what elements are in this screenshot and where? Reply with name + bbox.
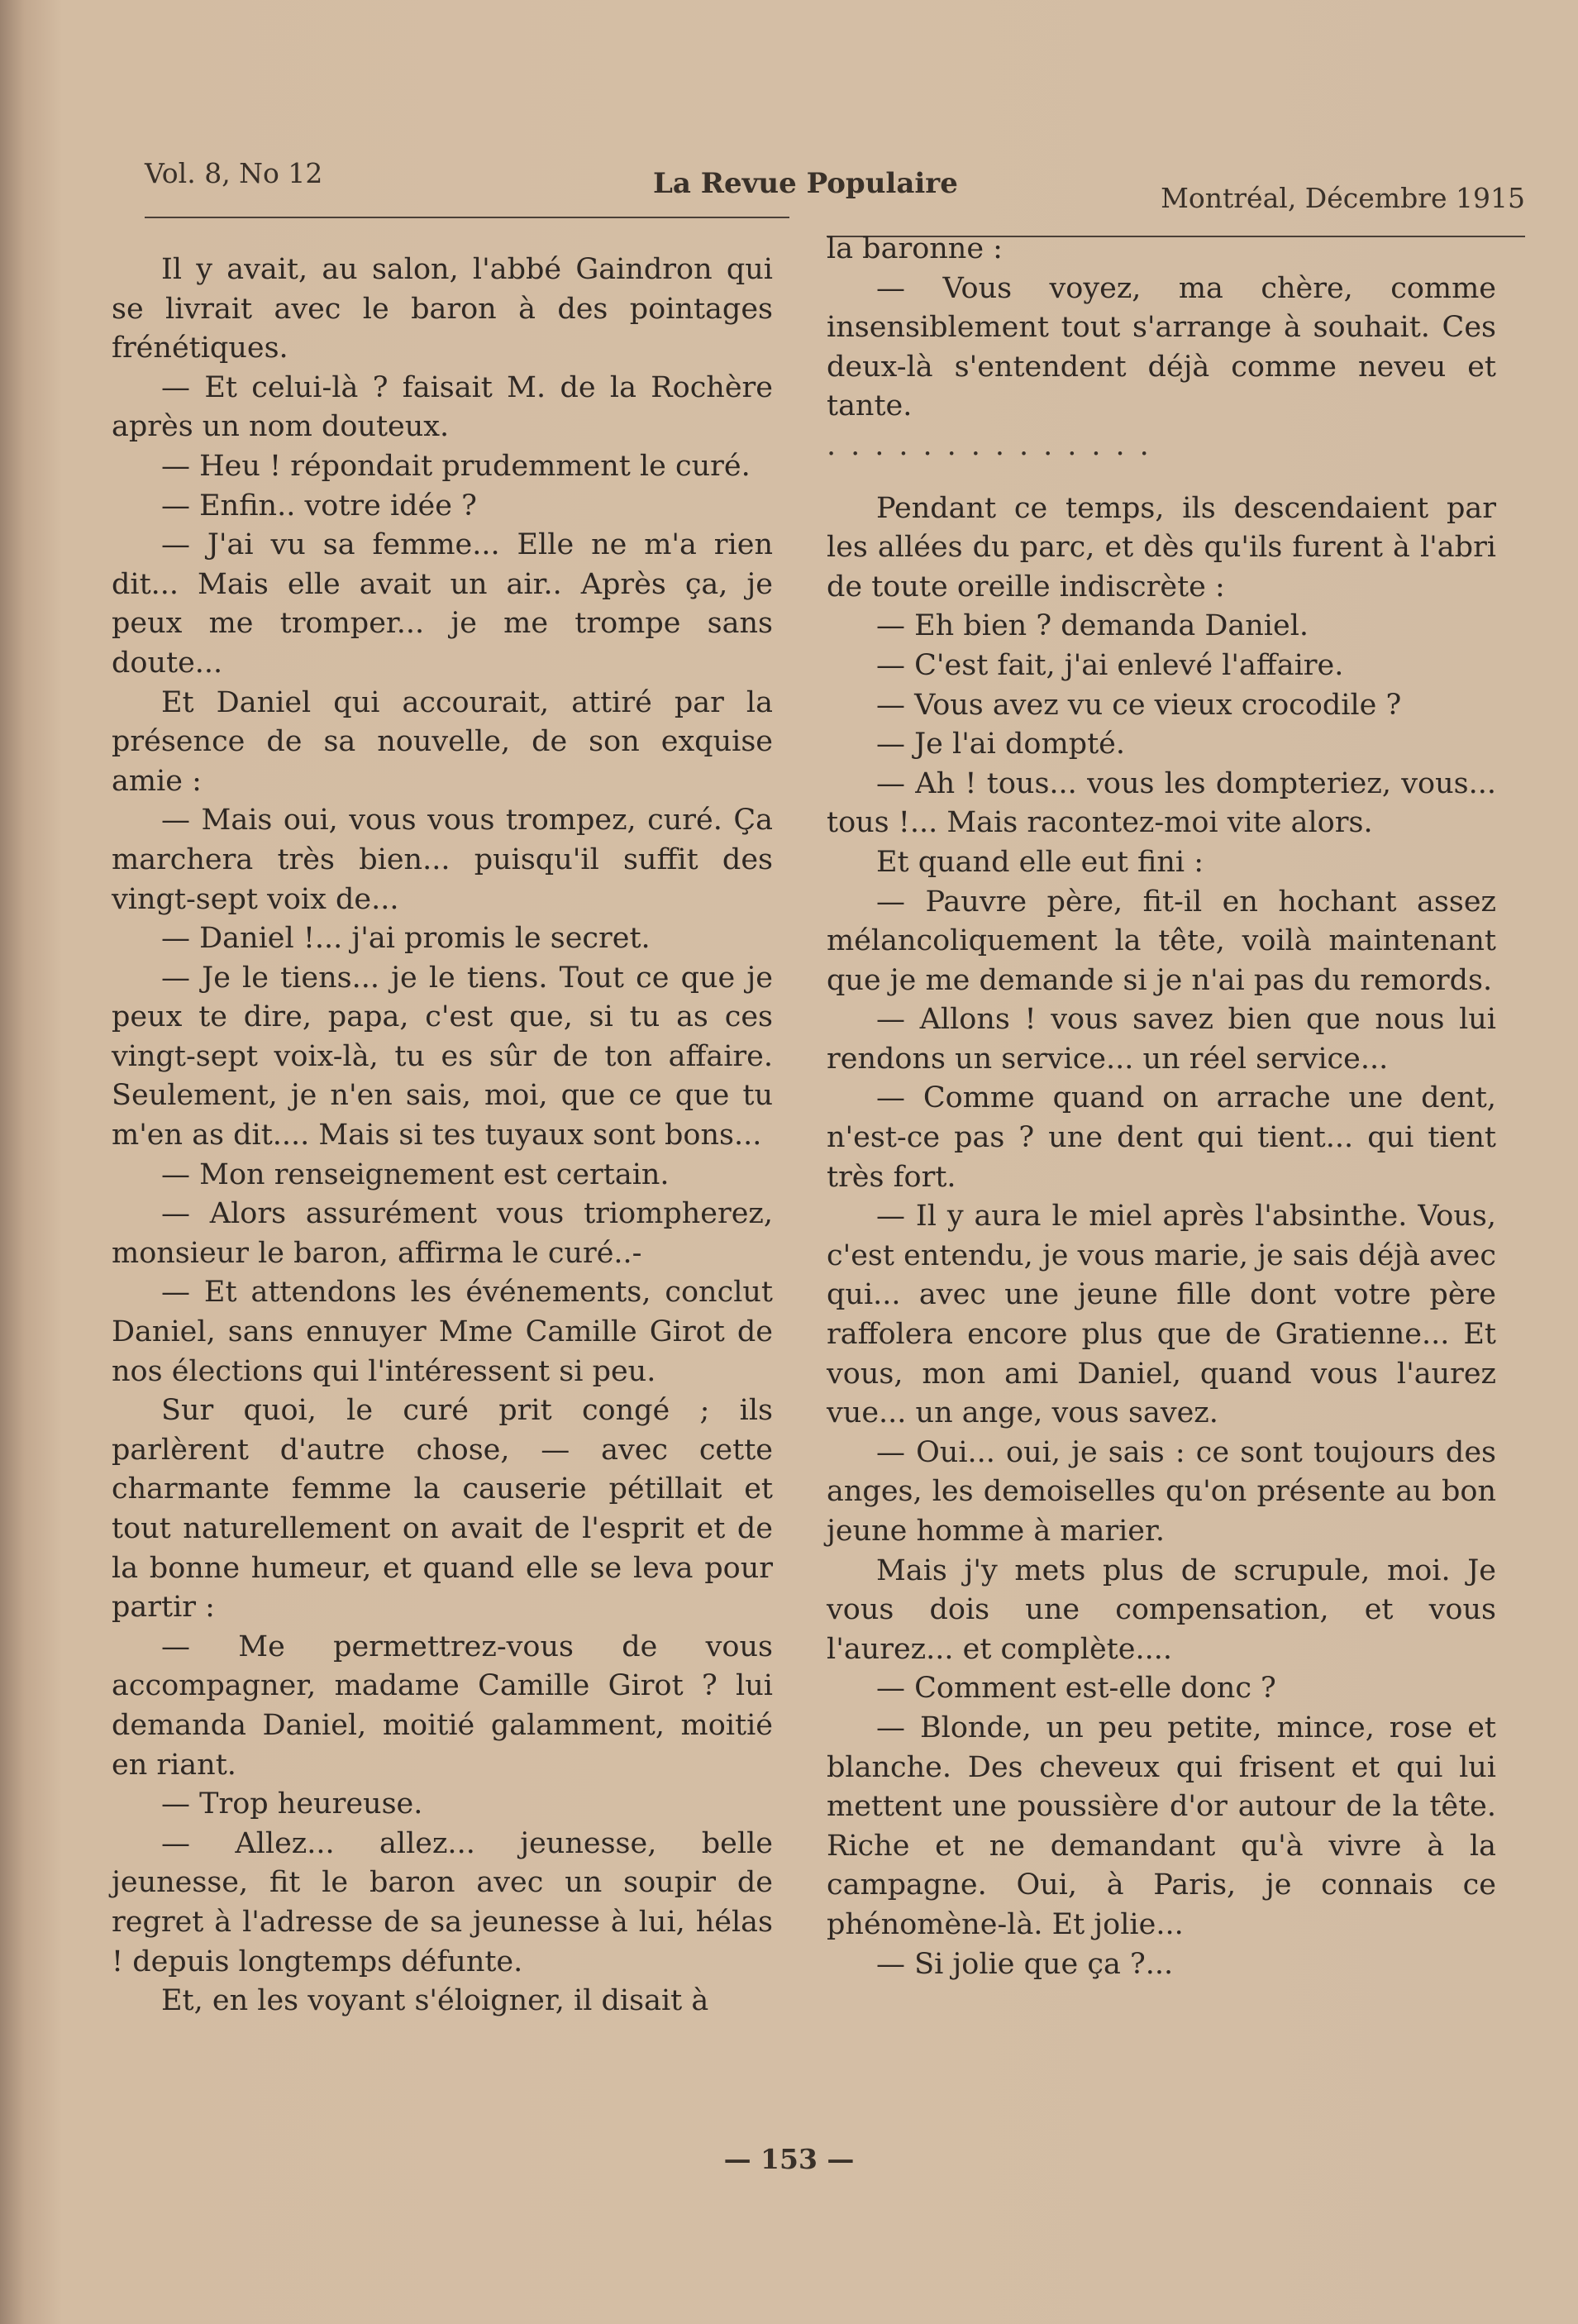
paragraph: — Allez... allez... jeunesse, belle jeunesse, fit le baron avec un soupir de regret à l'adresse de sa jeunesse à lui, hélas ! depuis longtemps défunte. — [112, 1826, 773, 1978]
paragraph: Sur quoi, le curé prit congé ; ils parlèrent d'autre chose, — avec cette charmante femme la causerie pétillait et tout naturellement on avait de l'esprit et de la bonne humeur, et quand elle se leva pour partir : — [112, 1394, 773, 1625]
left-column — [112, 251, 773, 2021]
paragraph: — Heu ! répondait prudemment le curé. — [161, 449, 751, 483]
paragraph: Et, en les voyant s'éloigner, il disait à — [161, 1984, 709, 2018]
paragraph: — Et celui-là ? faisait M. de la Rochère après un nom douteux. — [112, 370, 773, 444]
paragraph: la baronne : — [827, 232, 1003, 265]
section-break-dots: .............. — [827, 428, 1164, 462]
paragraph: — Blonde, un peu petite, mince, rose et blanche. Des cheveux qui frisent et qui lui mettent une poussière d'or autour de la tête. Riche et ne demandant qu'à vivre à la campagne. Oui, à Paris, je connais ce phénomène-là. Et jolie... — [827, 1711, 1496, 1941]
paragraph: — Il y aura le miel après l'absinthe. Vous, c'est entendu, je vous marie, je sais déjà avec qui... avec une jeune fille dont votre père raffolera encore plus que de Gratienne... Et vous, mon ami Daniel, quand vous l'aurez vue... un ange, vous savez. — [827, 1200, 1496, 1430]
paragraph: Et quand elle eut fini : — [876, 845, 1204, 879]
paragraph: — Mon renseignement est certain. — [161, 1157, 670, 1191]
paragraph: — Allons ! vous savez bien que nous lui rendons un service... un réel service... — [827, 1003, 1496, 1076]
paragraph: — Daniel !... j'ai promis le secret. — [161, 922, 651, 956]
paragraph: — Comment est-elle donc ? — [876, 1672, 1276, 1706]
paragraph: — Eh bien ? demanda Daniel. — [876, 609, 1309, 643]
header-rule-left — [145, 217, 789, 218]
paragraph: — Oui... oui, je sais : ce sont toujours des anges, les demoiselles qu'on présente au bon jeune homme à marier. — [827, 1435, 1496, 1548]
paragraph: — Si jolie que ça ?... — [876, 1947, 1174, 1981]
paragraph: — C'est fait, j'ai enlevé l'affaire. — [876, 648, 1344, 682]
right-column — [827, 230, 1496, 1984]
paragraph: — Alors assurément vous triompherez, monsieur le baron, affirma le curé..- — [112, 1197, 773, 1270]
paragraph: — Pauvre père, fit-il en hochant assez mélancoliquement la tête, voilà maintenant que je me demande si je n'ai pas du remords. — [827, 885, 1496, 997]
paragraph: — Me permettrez-vous de vous accompagner, madame Camille Girot ? lui demanda Daniel, moitié galamment, moitié en riant. — [112, 1630, 773, 1782]
paragraph: — Mais oui, vous vous trompez, curé. Ça marchera très bien... puisqu'il suffit des vingt-sept voix de... — [112, 804, 773, 916]
paragraph: Et Daniel qui accourait, attiré par la présence de sa nouvelle, de son exquise amie : — [112, 685, 773, 798]
paragraph: — Je le tiens... je le tiens. Tout ce que je peux te dire, papa, c'est que, si tu as ces vingt-sept voix-là, tu es sûr de ton affaire. Seulement, je n'en sais, moi, que ce que tu m'en as dit.... Mais si tes tuyaux sont bons... — [112, 961, 773, 1152]
running-header — [145, 157, 1525, 214]
volume-number: Vol. 8, No 12 — [145, 157, 323, 189]
paragraph: — Vous avez vu ce vieux crocodile ? — [876, 688, 1402, 722]
page-number: — 153 — — [723, 2143, 855, 2175]
paragraph: Il y avait, au salon, l'abbé Gaindron qui se livrait avec le baron à des pointages frénétiques. — [112, 253, 773, 365]
paragraph: — J'ai vu sa femme... Elle ne m'a rien dit... Mais elle avait un air.. Après ça, je peux me tromper... je me trompe sans doute... — [112, 528, 773, 680]
paragraph: — Et attendons les événements, conclut Daniel, sans ennuyer Mme Camille Girot de nos élections qui l'intéressent si peu. — [112, 1276, 773, 1388]
paragraph: — Trop heureuse. — [161, 1787, 423, 1821]
paragraph: — Ah ! tous... vous les dompteriez, vous... tous !... Mais racontez-moi vite alors. — [827, 766, 1496, 840]
journal-title: La Revue Populaire — [653, 167, 958, 200]
paragraph: — Enfin.. votre idée ? — [161, 489, 477, 523]
paragraph: — Je l'ai dompté. — [876, 728, 1125, 761]
paragraph: — Vous voyez, ma chère, comme insensiblement tout s'arrange à souhait. Ces deux-là s'entendent déjà comme neveu et tante. — [827, 271, 1496, 423]
issue-date: Montréal, Décembre 1915 — [1161, 182, 1525, 214]
paragraph: — Comme quand on arrache une dent, n'est-ce pas ? une dent qui tient... qui tient très fort. — [827, 1081, 1496, 1194]
paragraph: Pendant ce temps, ils descendaient par les allées du parc, et dès qu'ils furent à l'abri de toute oreille indiscrète : — [827, 491, 1496, 604]
paragraph: Mais j'y mets plus de scrupule, moi. Je vous dois une compensation, et vous l'aurez... et complète.... — [827, 1553, 1496, 1666]
